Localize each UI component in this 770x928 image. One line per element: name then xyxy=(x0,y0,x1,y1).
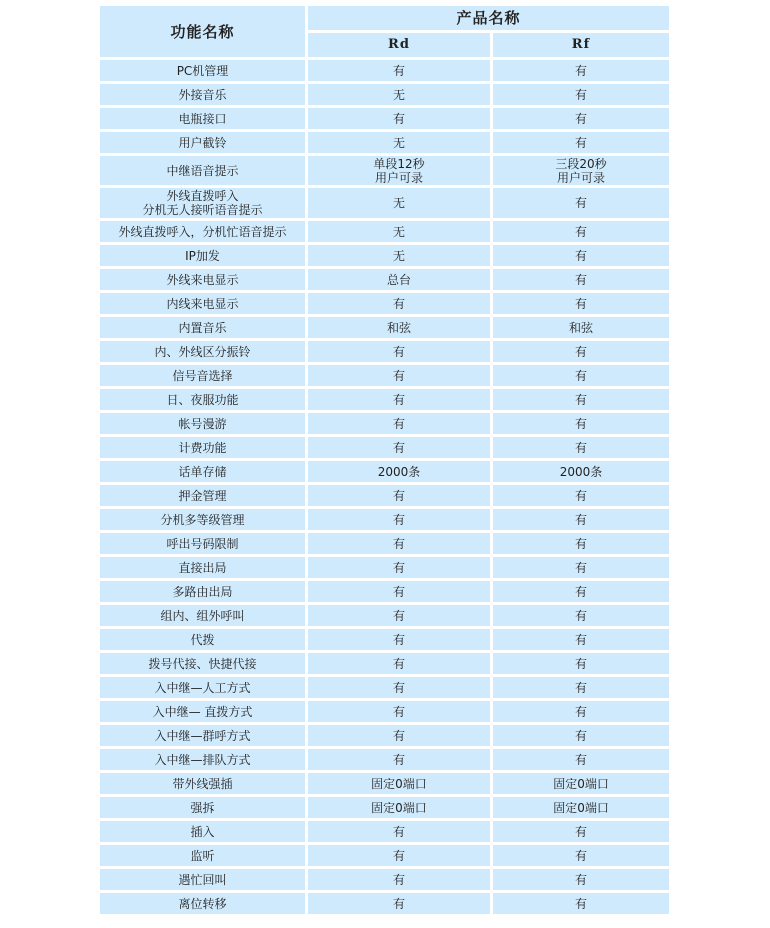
feature-text: 监听 xyxy=(190,848,215,863)
rd-value-cell xyxy=(308,156,490,185)
feature-cell xyxy=(100,653,305,674)
rd-value-cell xyxy=(308,245,490,266)
rd-value-cell xyxy=(308,701,490,722)
rd-value-text: 有 xyxy=(392,560,405,575)
rd-value-text: 无 xyxy=(392,87,405,102)
rf-value-text: 有 xyxy=(575,560,588,575)
table-row xyxy=(100,749,669,770)
rd-value-cell xyxy=(308,773,490,794)
rd-value-text: 有 xyxy=(392,848,405,863)
feature-cell xyxy=(100,629,305,650)
rd-value-cell xyxy=(308,509,490,530)
rf-value-cell xyxy=(493,365,669,386)
table-row xyxy=(100,221,669,242)
rf-value-text: 有 xyxy=(575,608,588,623)
table-row xyxy=(100,821,669,842)
table-row xyxy=(100,317,669,338)
rf-value-text: 有 xyxy=(575,872,588,887)
feature-cell xyxy=(100,341,305,362)
rd-value-text: 有 xyxy=(392,536,405,551)
table-row xyxy=(100,188,669,218)
rf-value-cell xyxy=(493,701,669,722)
feature-text: 呼出号码限制 xyxy=(166,536,239,551)
table-row xyxy=(100,156,669,185)
rd-value-text: 无 xyxy=(392,196,405,210)
feature-cell xyxy=(100,725,305,746)
rf-value-cell xyxy=(493,60,669,81)
table-row xyxy=(100,605,669,626)
feature-cell xyxy=(100,749,305,770)
rf-value-cell xyxy=(493,132,669,153)
feature-text: IP加发 xyxy=(185,248,220,263)
rd-value-cell xyxy=(308,605,490,626)
rf-value-text: 固定0端口 xyxy=(553,776,609,791)
rd-value-text: 有 xyxy=(392,512,405,527)
rf-value-text: 有 xyxy=(575,752,588,767)
feature-cell xyxy=(100,84,305,105)
feature-text: 外线直拨呼入，分机忙语音提示 xyxy=(118,224,287,239)
rf-value-text: 有 xyxy=(575,440,588,455)
rd-value-text: 单段12秒 用户可录 xyxy=(373,156,425,185)
rd-value-cell xyxy=(308,821,490,842)
feature-text: 遇忙回叫 xyxy=(178,872,227,887)
rf-value-cell xyxy=(493,413,669,434)
table-row xyxy=(100,653,669,674)
table-header xyxy=(100,6,669,57)
rd-value-text: 无 xyxy=(392,135,405,150)
rd-value-text: 有 xyxy=(392,752,405,767)
table-row xyxy=(100,365,669,386)
rd-value-cell xyxy=(308,365,490,386)
rf-value-cell xyxy=(493,341,669,362)
rd-value-cell xyxy=(308,341,490,362)
feature-comparison-table xyxy=(97,3,672,917)
table-row xyxy=(100,629,669,650)
rf-value-cell xyxy=(493,108,669,129)
rf-value-text: 有 xyxy=(575,704,588,719)
rd-value-text: 有 xyxy=(392,368,405,383)
rd-value-cell xyxy=(308,797,490,818)
rd-value-text: 有 xyxy=(392,111,405,126)
rd-value-text: 有 xyxy=(392,296,405,311)
rd-value-cell xyxy=(308,60,490,81)
rf-value-cell xyxy=(493,389,669,410)
rd-value-cell xyxy=(308,413,490,434)
feature-text: 外接音乐 xyxy=(178,87,227,102)
table-row xyxy=(100,869,669,890)
feature-cell xyxy=(100,773,305,794)
rf-value-cell xyxy=(493,581,669,602)
rf-value-cell xyxy=(493,533,669,554)
rd-value-text: 2000条 xyxy=(377,464,421,479)
header-row xyxy=(100,6,669,30)
feature-cell xyxy=(100,293,305,314)
rf-value-cell xyxy=(493,893,669,914)
table-row xyxy=(100,413,669,434)
rf-value-text: 有 xyxy=(575,368,588,383)
rd-value-cell xyxy=(308,653,490,674)
rd-value-text: 有 xyxy=(392,824,405,839)
rf-value-cell xyxy=(493,293,669,314)
rf-value-cell xyxy=(493,188,669,218)
rf-value-text: 有 xyxy=(575,196,588,210)
table-row xyxy=(100,108,669,129)
feature-text: 内置音乐 xyxy=(178,320,227,335)
feature-text: 内、外线区分振铃 xyxy=(154,344,251,359)
rd-value-text: 有 xyxy=(392,488,405,503)
rd-value-cell xyxy=(308,557,490,578)
feature-text: 分机多等级管理 xyxy=(160,512,245,527)
rf-value-cell xyxy=(493,221,669,242)
rd-value-cell xyxy=(308,132,490,153)
rd-value-cell xyxy=(308,293,490,314)
rf-value-text: 有 xyxy=(575,680,588,695)
feature-cell xyxy=(100,869,305,890)
rd-value-cell xyxy=(308,845,490,866)
rd-value-cell xyxy=(308,269,490,290)
feature-cell xyxy=(100,701,305,722)
rd-value-cell xyxy=(308,581,490,602)
table-row xyxy=(100,677,669,698)
rf-value-text: 有 xyxy=(575,536,588,551)
rf-value-text: 有 xyxy=(575,632,588,647)
rf-value-text: 有 xyxy=(575,656,588,671)
feature-text: 电瓶接口 xyxy=(178,111,227,126)
rd-value-text: 有 xyxy=(392,392,405,407)
table-row xyxy=(100,485,669,506)
rf-value-text: 有 xyxy=(575,896,588,911)
feature-cell xyxy=(100,893,305,914)
feature-cell xyxy=(100,797,305,818)
feature-text: 内线来电显示 xyxy=(166,296,239,311)
table-row xyxy=(100,701,669,722)
rd-value-text: 有 xyxy=(392,608,405,623)
table-row xyxy=(100,893,669,914)
rd-value-text: 有 xyxy=(392,440,405,455)
feature-cell xyxy=(100,581,305,602)
rd-value-cell xyxy=(308,869,490,890)
rf-value-cell xyxy=(493,821,669,842)
rd-value-text: 有 xyxy=(392,632,405,647)
rd-value-cell xyxy=(308,629,490,650)
product-rd-header: Rd xyxy=(308,33,490,57)
rf-value-text: 有 xyxy=(575,824,588,839)
rd-value-cell xyxy=(308,725,490,746)
rf-value-text: 固定0端口 xyxy=(553,800,609,815)
feature-text: 插入 xyxy=(190,824,215,839)
rd-value-text: 有 xyxy=(392,416,405,431)
table-row xyxy=(100,581,669,602)
feature-column-header: 功能名称 xyxy=(100,6,305,57)
feature-text: 信号音选择 xyxy=(172,368,233,383)
feature-text: 押金管理 xyxy=(178,488,227,503)
table-row xyxy=(100,132,669,153)
table-row xyxy=(100,269,669,290)
rf-value-text: 有 xyxy=(575,344,588,359)
rd-value-text: 总台 xyxy=(386,272,411,287)
feature-cell xyxy=(100,605,305,626)
feature-text: 入中继— 直拨方式 xyxy=(152,704,253,719)
rd-value-cell xyxy=(308,485,490,506)
feature-cell xyxy=(100,365,305,386)
rf-value-text: 有 xyxy=(575,488,588,503)
rf-value-text: 有 xyxy=(575,111,588,126)
feature-text: PC机管理 xyxy=(176,63,229,78)
rf-value-cell xyxy=(493,725,669,746)
feature-text: 离位转移 xyxy=(178,896,227,911)
table-row xyxy=(100,845,669,866)
feature-cell xyxy=(100,60,305,81)
table-row xyxy=(100,389,669,410)
rf-value-text: 有 xyxy=(575,248,588,263)
rf-value-cell xyxy=(493,677,669,698)
feature-text: 帐号漫游 xyxy=(178,416,227,431)
table-row xyxy=(100,84,669,105)
feature-cell xyxy=(100,533,305,554)
rf-value-text: 有 xyxy=(575,512,588,527)
rd-value-text: 无 xyxy=(392,248,405,263)
rf-value-cell xyxy=(493,557,669,578)
feature-cell xyxy=(100,132,305,153)
table-row xyxy=(100,533,669,554)
table-row xyxy=(100,725,669,746)
feature-cell xyxy=(100,156,305,185)
feature-cell xyxy=(100,389,305,410)
feature-text: 直接出局 xyxy=(178,560,227,575)
feature-cell xyxy=(100,413,305,434)
feature-text: 中继语音提示 xyxy=(166,163,239,178)
rd-value-text: 有 xyxy=(392,584,405,599)
rf-value-cell xyxy=(493,485,669,506)
feature-cell xyxy=(100,485,305,506)
feature-text: 拨号代接、快捷代接 xyxy=(148,656,257,671)
rf-value-text: 有 xyxy=(575,87,588,102)
rf-value-text: 有 xyxy=(575,416,588,431)
feature-text: 外线直拨呼入 分机无人接听语音提示 xyxy=(142,189,263,217)
rf-value-cell xyxy=(493,845,669,866)
feature-text: 用户截铃 xyxy=(178,135,227,150)
feature-cell xyxy=(100,437,305,458)
rd-value-cell xyxy=(308,317,490,338)
feature-text: 多路由出局 xyxy=(172,584,233,599)
rf-value-text: 2000条 xyxy=(559,464,603,479)
rf-value-cell xyxy=(493,797,669,818)
rd-value-text: 有 xyxy=(392,680,405,695)
rd-value-text: 有 xyxy=(392,872,405,887)
feature-cell xyxy=(100,221,305,242)
rf-value-text: 有 xyxy=(575,584,588,599)
rf-value-cell xyxy=(493,509,669,530)
rd-value-text: 有 xyxy=(392,896,405,911)
rf-value-cell xyxy=(493,605,669,626)
feature-text: 带外线强插 xyxy=(172,776,233,791)
rf-value-cell xyxy=(493,156,669,185)
table-row xyxy=(100,797,669,818)
table-row xyxy=(100,341,669,362)
table-row xyxy=(100,245,669,266)
rd-value-text: 固定0端口 xyxy=(371,800,427,815)
feature-cell xyxy=(100,509,305,530)
rd-value-text: 有 xyxy=(392,63,405,78)
feature-text: 入中继—群呼方式 xyxy=(154,728,251,743)
feature-cell xyxy=(100,821,305,842)
feature-text: 计费功能 xyxy=(178,440,227,455)
rd-value-cell xyxy=(308,188,490,218)
rf-value-text: 有 xyxy=(575,392,588,407)
table-row xyxy=(100,60,669,81)
table-row xyxy=(100,293,669,314)
rf-value-text: 有 xyxy=(575,272,588,287)
product-group-header: 产品名称 xyxy=(308,6,669,30)
feature-text: 入中继—人工方式 xyxy=(154,680,251,695)
rd-value-text: 和弦 xyxy=(386,320,411,335)
rd-value-text: 有 xyxy=(392,704,405,719)
rf-value-cell xyxy=(493,629,669,650)
rf-value-text: 和弦 xyxy=(569,320,594,335)
rf-value-text: 有 xyxy=(575,135,588,150)
feature-cell xyxy=(100,245,305,266)
table-row xyxy=(100,557,669,578)
rf-value-cell xyxy=(493,245,669,266)
rd-value-cell xyxy=(308,437,490,458)
rd-value-cell xyxy=(308,533,490,554)
rf-value-cell xyxy=(493,437,669,458)
feature-text: 组内、组外呼叫 xyxy=(160,608,245,623)
rd-value-text: 有 xyxy=(392,344,405,359)
rd-value-text: 固定0端口 xyxy=(371,776,427,791)
feature-cell xyxy=(100,677,305,698)
rd-value-cell xyxy=(308,108,490,129)
feature-text: 代拨 xyxy=(190,632,215,647)
rd-value-text: 无 xyxy=(392,224,405,239)
rd-value-text: 有 xyxy=(392,656,405,671)
rd-value-cell xyxy=(308,389,490,410)
feature-text: 外线来电显示 xyxy=(166,272,239,287)
rd-value-text: 有 xyxy=(392,728,405,743)
rd-value-cell xyxy=(308,461,490,482)
table-row xyxy=(100,773,669,794)
rf-value-cell xyxy=(493,84,669,105)
rf-value-cell xyxy=(493,869,669,890)
rd-value-cell xyxy=(308,749,490,770)
product-rf-header: Rf xyxy=(493,33,669,57)
rd-value-cell xyxy=(308,84,490,105)
feature-cell xyxy=(100,188,305,218)
rf-value-text: 有 xyxy=(575,728,588,743)
feature-cell xyxy=(100,269,305,290)
table-body xyxy=(100,60,669,914)
rf-value-cell xyxy=(493,653,669,674)
rf-value-cell xyxy=(493,749,669,770)
rf-value-cell xyxy=(493,317,669,338)
rd-value-cell xyxy=(308,893,490,914)
feature-text: 日、夜服功能 xyxy=(166,392,239,407)
feature-text: 话单存储 xyxy=(178,464,227,479)
rf-value-text: 有 xyxy=(575,63,588,78)
feature-cell xyxy=(100,317,305,338)
rf-value-text: 有 xyxy=(575,224,588,239)
feature-cell xyxy=(100,845,305,866)
rf-value-text: 三段20秒 用户可录 xyxy=(555,156,607,185)
rf-value-cell xyxy=(493,461,669,482)
table-row xyxy=(100,509,669,530)
feature-cell xyxy=(100,108,305,129)
feature-cell xyxy=(100,461,305,482)
rf-value-text: 有 xyxy=(575,848,588,863)
feature-text: 入中继—排队方式 xyxy=(154,752,251,767)
rf-value-text: 有 xyxy=(575,296,588,311)
table-row xyxy=(100,437,669,458)
rd-value-cell xyxy=(308,221,490,242)
feature-text: 强拆 xyxy=(190,800,215,815)
feature-cell xyxy=(100,557,305,578)
table-row xyxy=(100,461,669,482)
rf-value-cell xyxy=(493,269,669,290)
rf-value-cell xyxy=(493,773,669,794)
rd-value-cell xyxy=(308,677,490,698)
